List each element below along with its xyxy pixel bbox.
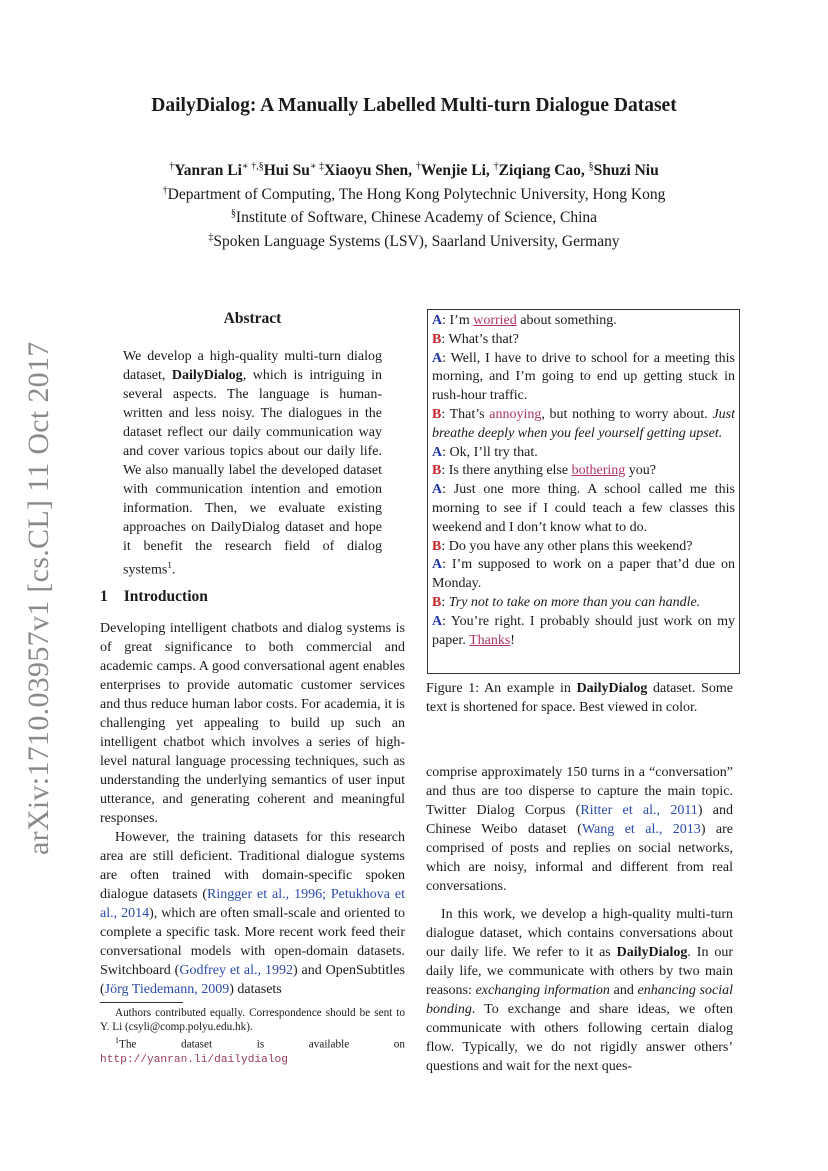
author-4: Wenjie Li, [420,162,490,180]
dataset-name: DailyDialog [171,368,243,383]
citation-link[interactable]: Wang et al., 2013 [581,822,701,837]
emotion-word: Thanks [469,632,511,648]
dialog-turn: A: Just one more thing. A school called me this morning to see if I could teach a few classes this weekend and I don’t know what to do. [432,482,735,535]
emotion-word: worried [473,313,517,328]
intro-paragraph-1: Developing intelligent chatbots and dialog systems is of great significance to both commercial and academic camps. A good conversational agent enables enterprises to provide automatic customer services and thus reduce human labor costs. For academia, it is challenging yet appealing to build up such an intelligent chatbot which involves a series of high-level natural language processing techniques, such as understanding the underlying semantics of user input utterance, and generating coherent and meaningful responses. [100,621,405,826]
emotion-word: bothering [571,463,626,479]
arxiv-stamp: arXiv:1710.03957v1 [cs.CL] 11 Oct 2017 [22,341,55,855]
right-paragraph-2: In this work, we develop a high-quality multi-turn dialogue dataset, which contains conversations about our daily life. We refer to it as DailyDialog. In our daily life, we communicate with others by two main reasons: exchanging information and enhancing social bonding. To exchange and share ideas, we often communicate with others following certain dialog flow. Typically, we do not rigidly answer others’ questions and wait for the next ques- [426,907,734,1074]
footnotes [100,1006,405,1067]
dialog-turn: B: Is there anything else bothering you? [432,463,656,479]
affiliation-3: ‡Spoken Language Systems (LSV), Saarland University, Germany [208,231,620,251]
author-2: Hui Su [263,162,310,180]
dialog-turn: A: Well, I have to drive to school for a meeting this morning, and I’m going to end up getting stuck in rush-hour traffic. [432,350,735,404]
footnote-1: $^1$The dataset is available on http://yanran.li/dailydialog [100,1036,405,1066]
dialog-example-box [427,309,740,674]
footnote-0: Authors contributed equally. Correspondence should be sent to Y. Li (csyli@comp.polyu.edu.hk). [100,1007,405,1033]
author-names: †Yanran Li∗ †,§Hui Su∗ ‡Xiaoyu Shen, †Wenjie Li, †Ziqiang Cao, §Shuzi Niu [169,161,659,180]
paper-title: DailyDialog: A Manually Labelled Multi-turn Dialogue Dataset [151,95,677,116]
affiliation-2: §Institute of Software, Chinese Academy of Science, China [230,208,598,227]
dialog-turn: A: I’m worried about something. [432,313,617,328]
affiliation-1: †Department of Computing, The Hong Kong Polytechnic University, Hong Kong [162,184,666,203]
author-5: Ziqiang Cao, [498,162,585,180]
figure-caption: Figure 1: An example in DailyDialog dataset. Some text is shortened for space. Best viewed in color. [426,681,733,715]
citation-link[interactable]: Jörg Tiedemann, 2009 [104,982,230,997]
intro-body [100,619,405,999]
author-3: Xiaoyu Shen, [324,162,412,180]
citation-link[interactable]: Ringger et al., 1996; Petukhova et al., 2014 [100,887,405,921]
dialog-turn: B: Do you have any other plans this weekend? [432,538,693,554]
dialog-turn: B: That’s annoying, but nothing to worry about. Just breathe deeply when you feel yourself getting upset. [432,406,735,441]
right-paragraph-1: comprise approximately 150 turns in a “conversation” and thus are too disperse to capture the main topic. Twitter Dialog Corpus (Ritter et al., 2011) and Chinese Weibo dataset (Wang et al., 2013) are comprised of posts and replies on social networks, which are noisy, informal and different from real conversations. [426,765,734,894]
dataset-url-link[interactable]: http://yanran.li/dailydialog [100,1053,288,1066]
author-6: Shuzi Niu [593,162,659,180]
footnote-divider [100,1002,183,1003]
dialog-turn: B: Try not to take on more than you can handle. [432,594,701,610]
citation-link[interactable]: Godfrey et al., 1992 [179,963,293,978]
section-heading-introduction: 1 Introduction [100,588,208,605]
author-1: Yanran Li [174,162,242,180]
author-block [0,157,828,252]
footnote-marker[interactable]: 1 [167,560,172,570]
dialog-turn: A: I’m supposed to work on a paper that’d due on Monday. [432,557,735,592]
abstract-text: We develop a high-quality multi-turn dialog dataset, DailyDialog, which is intriguing in several aspects. The language is human-written and less noisy. The dialogues in the dataset reflect our daily communication way and cover various topics about our daily life. We also manually label the developed dataset with communication intention and emotion information. Then, we evaluate existing approaches on DailyDialog dataset and hope it benefit the research field of dialog systems$^1$. [123,349,382,578]
dialog-turn: B: What’s that? [432,331,519,347]
citation-link[interactable]: Ritter et al., 2011 [580,803,698,818]
intro-paragraph-2: However, the training datasets for this research area are still deficient. Traditional dialogue systems are often trained with domain-specific spoken dialogue datasets (Ringger et al., 1996; Petukhova et al., 2014), which are often small-scale and oriented to complete a specific task. More recent work feed their conversational models with open-domain datasets. Switchboard (Godfrey et al., 1992) and OpenSubtitles (Jörg Tiedemann, 2009) datasets [100,830,405,997]
dialog-turn: A: Ok, I’ll try that. [432,444,538,460]
right-column-body [426,763,733,1076]
abstract-heading: Abstract [223,310,282,327]
emotion-word: annoying [489,406,542,422]
dialog-turn: A: You’re right. I probably should just work on my paper. Thanks! [432,613,735,648]
